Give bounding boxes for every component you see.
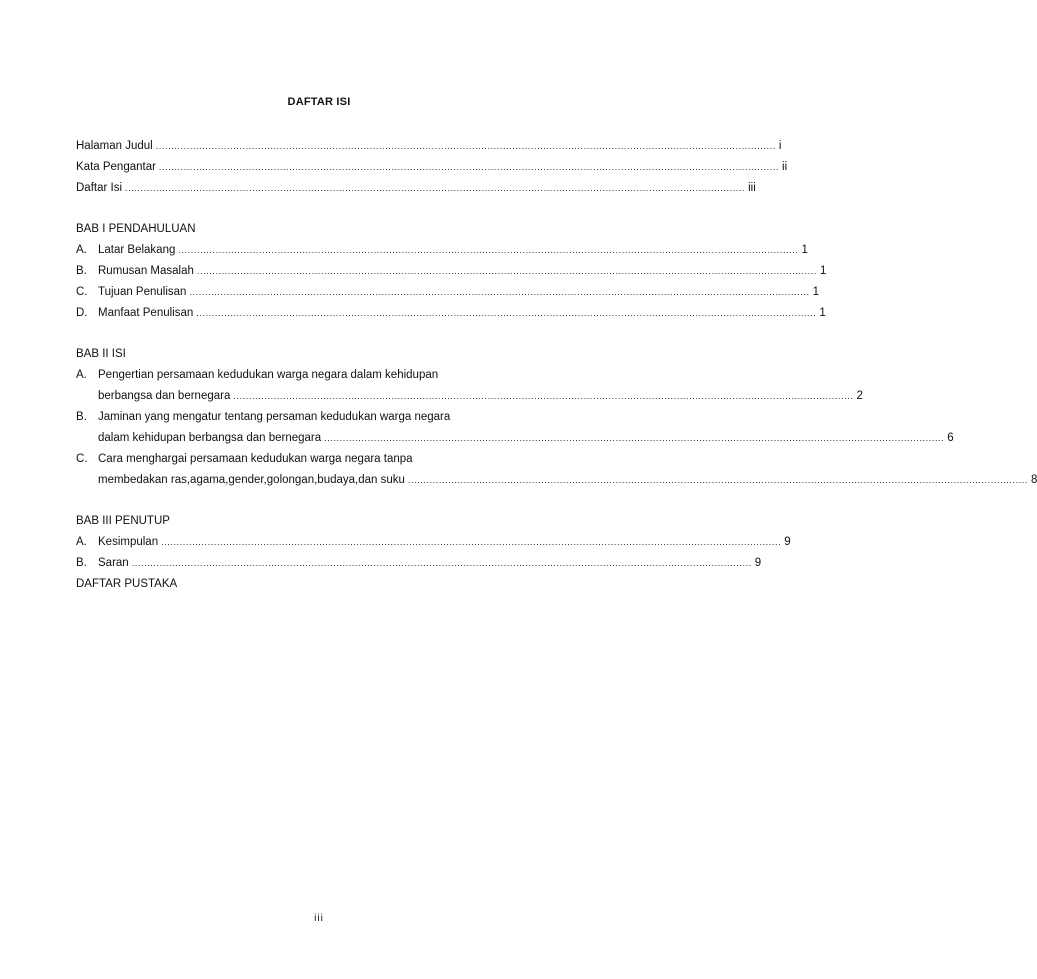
toc-entry-text: Latar Belakang xyxy=(98,244,176,256)
toc-page-number: 1 xyxy=(820,265,827,277)
toc-page-number: 2 xyxy=(856,390,863,402)
toc-entry-text: Manfaat Penulisan xyxy=(98,307,194,319)
toc-entry-text: Kata Pengantar xyxy=(76,161,156,173)
toc-entry-text: Jaminan yang mengatur tentang persaman kedudukan warga negara xyxy=(98,411,451,423)
toc-entry xyxy=(76,553,762,574)
toc-leader-dots: ........................................................................................................................................................................................................ xyxy=(178,245,799,255)
toc-leader-dots: ........................................................................................................................................................................................................ xyxy=(233,391,854,401)
toc-leader-dots: ........................................................................................................................................................................................................ xyxy=(324,433,945,443)
toc-page-number: iii xyxy=(748,182,756,194)
toc-page-number: 8 xyxy=(1031,474,1037,486)
toc-chapter-2 xyxy=(76,344,1037,491)
toc-entry-text: membedakan ras,agama,gender,golongan,budaya,dan suku xyxy=(98,474,405,486)
toc-entry-letter: B. xyxy=(76,557,87,569)
toc-entry-letter: A. xyxy=(76,536,87,548)
toc-page-number: 1 xyxy=(819,307,826,319)
toc-entry-letter: B. xyxy=(76,265,87,277)
toc-entry-text: Daftar Isi xyxy=(76,182,123,194)
toc-leader-dots: ........................................................................................................................................................................................................ xyxy=(155,141,776,151)
page-number-footer: iii xyxy=(314,913,324,924)
toc-entry xyxy=(76,240,808,261)
toc-entry-letter: C. xyxy=(76,453,88,465)
bibliography-heading: DAFTAR PUSTAKA xyxy=(76,578,178,590)
toc-page-number: 1 xyxy=(801,244,808,256)
toc-entry-letter: D. xyxy=(76,307,88,319)
toc-entry-line1 xyxy=(76,365,530,386)
toc-entry-letter: C. xyxy=(76,286,88,298)
toc-leader-dots: ........................................................................................................................................................................................................ xyxy=(196,308,817,318)
toc-leader-dots: ........................................................................................................................................................................................................ xyxy=(131,558,752,568)
toc-entry-letter: A. xyxy=(76,244,87,256)
toc-page-number: i xyxy=(778,140,782,152)
toc-entry-letter: B. xyxy=(76,411,87,423)
toc-front-matter xyxy=(76,136,788,199)
toc-chapter-1 xyxy=(76,219,827,324)
toc-entry xyxy=(76,428,954,449)
toc-entry xyxy=(76,282,819,303)
chapter-heading: BAB II ISI xyxy=(76,348,126,360)
toc-page-number: 9 xyxy=(754,557,762,569)
toc-entry-line1 xyxy=(76,407,530,428)
toc-leader-dots: ........................................................................................................................................................................................................ xyxy=(161,537,782,547)
toc-entry-text: Kesimpulan xyxy=(98,536,159,548)
toc-entry-text: Halaman Judul xyxy=(76,140,153,152)
toc-entry-text: berbangsa dan bernegara xyxy=(98,390,231,402)
toc-entry-text: Cara menghargai persamaan kedudukan warga negara tanpa xyxy=(98,453,413,465)
page-title: DAFTAR ISI xyxy=(287,96,351,108)
toc-entry xyxy=(76,178,756,199)
toc-entry xyxy=(76,386,863,407)
chapter-heading: BAB I PENDAHULUAN xyxy=(76,223,196,235)
toc-leader-dots: ........................................................................................................................................................................................................ xyxy=(125,183,746,193)
toc-page-number: 6 xyxy=(947,432,954,444)
toc-entry-text: dalam kehidupan berbangsa dan bernegara xyxy=(98,432,322,444)
toc-page-number: 9 xyxy=(784,536,791,548)
toc-leader-dots: ........................................................................................................................................................................................................ xyxy=(407,475,1028,485)
toc-entry-letter: A. xyxy=(76,369,87,381)
toc-entry-text: Rumusan Masalah xyxy=(98,265,194,277)
toc-entry xyxy=(76,303,826,324)
toc-entry xyxy=(76,136,782,157)
toc-entry xyxy=(76,157,788,178)
toc-page-number: ii xyxy=(782,161,788,173)
toc-entry xyxy=(76,532,791,553)
toc-entry-text: Tujuan Penulisan xyxy=(98,286,187,298)
toc-entry-text: Saran xyxy=(98,557,129,569)
toc-entry xyxy=(76,261,827,282)
toc-page-number: 1 xyxy=(812,286,819,298)
chapter-heading: BAB III PENUTUP xyxy=(76,515,170,527)
toc-entry-text: Pengertian persamaan kedudukan warga negara dalam kehidupan xyxy=(98,369,439,381)
toc-leader-dots: ........................................................................................................................................................................................................ xyxy=(189,287,810,297)
toc-leader-dots: ........................................................................................................................................................................................................ xyxy=(196,266,817,276)
table-of-contents xyxy=(76,136,1037,615)
toc-leader-dots: ........................................................................................................................................................................................................ xyxy=(158,162,780,172)
toc-entry xyxy=(76,470,1037,491)
toc-chapter-3 xyxy=(76,511,791,595)
toc-entry-line1 xyxy=(76,449,530,470)
